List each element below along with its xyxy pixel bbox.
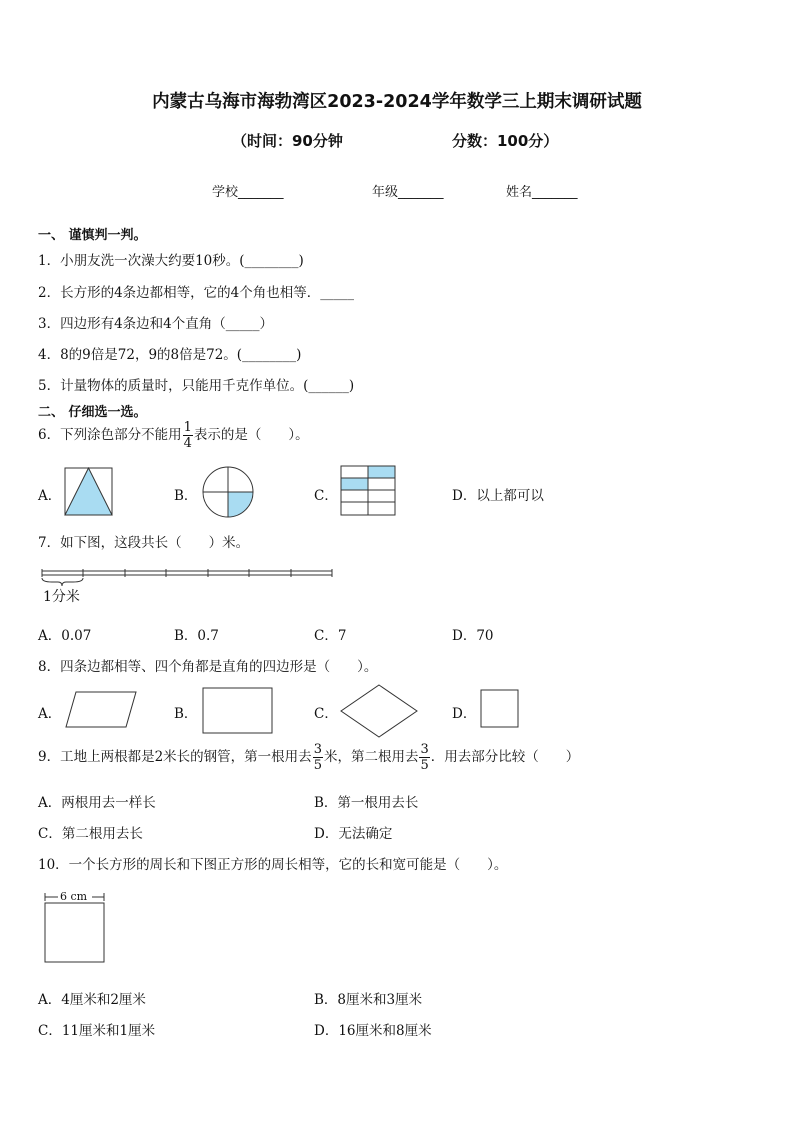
frac-den: 5 [420,758,429,773]
q9-stem-mid: 米，第二根用去 [323,749,419,765]
ruler-figure [40,566,336,606]
figure-dimension-label: 6 cm [60,890,88,903]
q8-option-a[interactable]: A． [38,706,62,722]
q10-option-c[interactable]: C．11厘米和1厘米 [38,1023,156,1039]
q9-option-c[interactable]: C．第二根用去长 [38,826,143,842]
q6-option-d[interactable]: D．以上都可以 [452,488,544,504]
q8-option-d[interactable]: D． [452,706,477,722]
school-field[interactable]: 学校_______ [212,185,284,200]
grid-rectangle-figure [340,465,396,517]
quartered-circle-figure [202,466,254,518]
q8-option-b[interactable]: B． [174,706,198,722]
question-3: 3．四边形有4条边和4个直角（_____） [38,316,274,332]
fraction-one-quarter [183,420,193,451]
page-title: 内蒙古乌海市海勃湾区2023-2024学年数学三上期末调研试题 [152,92,642,112]
section2-heading: 二、 仔细选一选。 [38,405,147,420]
ruler-label: 1分米 [43,589,80,605]
rectangle-figure [202,687,274,735]
frac-den: 4 [183,436,192,451]
q9-option-a[interactable]: A．两根用去一样长 [38,795,156,811]
q9-stem-post: ．用去部分比较（ ） [430,749,580,765]
name-field[interactable]: 姓名_______ [506,185,578,200]
q8-option-c[interactable]: C． [314,706,338,722]
grade-field[interactable]: 年级_______ [372,185,444,200]
exam-score: 分数：100分） [452,132,559,150]
parallelogram-figure [64,690,138,730]
q7-option-d[interactable]: D．70 [452,628,494,644]
q6-option-a[interactable]: A． [38,488,62,504]
triangle-in-square-figure [64,467,114,517]
question-2: 2．长方形的4条边都相等，它的4个角也相等．_____ [38,285,355,301]
q7-option-a[interactable]: A．0.07 [38,628,92,644]
q9-stem-pre: 9．工地上两根都是2米长的钢管，第一根用去 [38,749,312,765]
question-7: 7．如下图，这段共长（ ）米。 [38,535,250,551]
q6-stem-post: 表示的是（ ）。 [193,427,309,443]
frac-num: 3 [420,742,429,757]
q10-option-b[interactable]: B．8厘米和3厘米 [314,992,423,1008]
question-4: 4．8的9倍是72，9的8倍是72。(________) [38,347,302,363]
section1-heading: 一、 谨慎判一判。 [38,228,147,243]
q6-option-c[interactable]: C． [314,488,338,504]
q9-option-b[interactable]: B．第一根用去长 [314,795,419,811]
fraction-three-fifths [313,742,323,773]
q6-option-b[interactable]: B． [174,488,198,504]
q9-option-d[interactable]: D．无法确定 [314,826,393,842]
fraction-three-fifths [419,742,429,773]
q10-option-a[interactable]: A．4厘米和2厘米 [38,992,146,1008]
question-8: 8．四条边都相等、四个角都是直角的四边形是（ ）。 [38,659,378,675]
frac-num: 1 [183,420,192,435]
q6-stem-pre: 6．下列涂色部分不能用 [38,427,182,443]
q10-option-d[interactable]: D．16厘米和8厘米 [314,1023,432,1039]
rhombus-figure [339,683,419,739]
square-figure [480,689,520,729]
question-6 [38,420,309,451]
question-9 [38,742,579,773]
frac-den: 5 [313,758,322,773]
q7-option-c[interactable]: C．7 [314,628,347,644]
question-5: 5．计量物体的质量时，只能用千克作单位。(______) [38,378,355,394]
frac-num: 3 [313,742,322,757]
question-10: 10．一个长方形的周长和下图正方形的周长相等，它的长和宽可能是（ ）。 [38,857,508,873]
q7-option-b[interactable]: B．0.7 [174,628,219,644]
exam-time: （时间：90分钟 [232,132,343,150]
question-1: 1．小朋友洗一次澡大约要10秒。(________) [38,253,304,269]
